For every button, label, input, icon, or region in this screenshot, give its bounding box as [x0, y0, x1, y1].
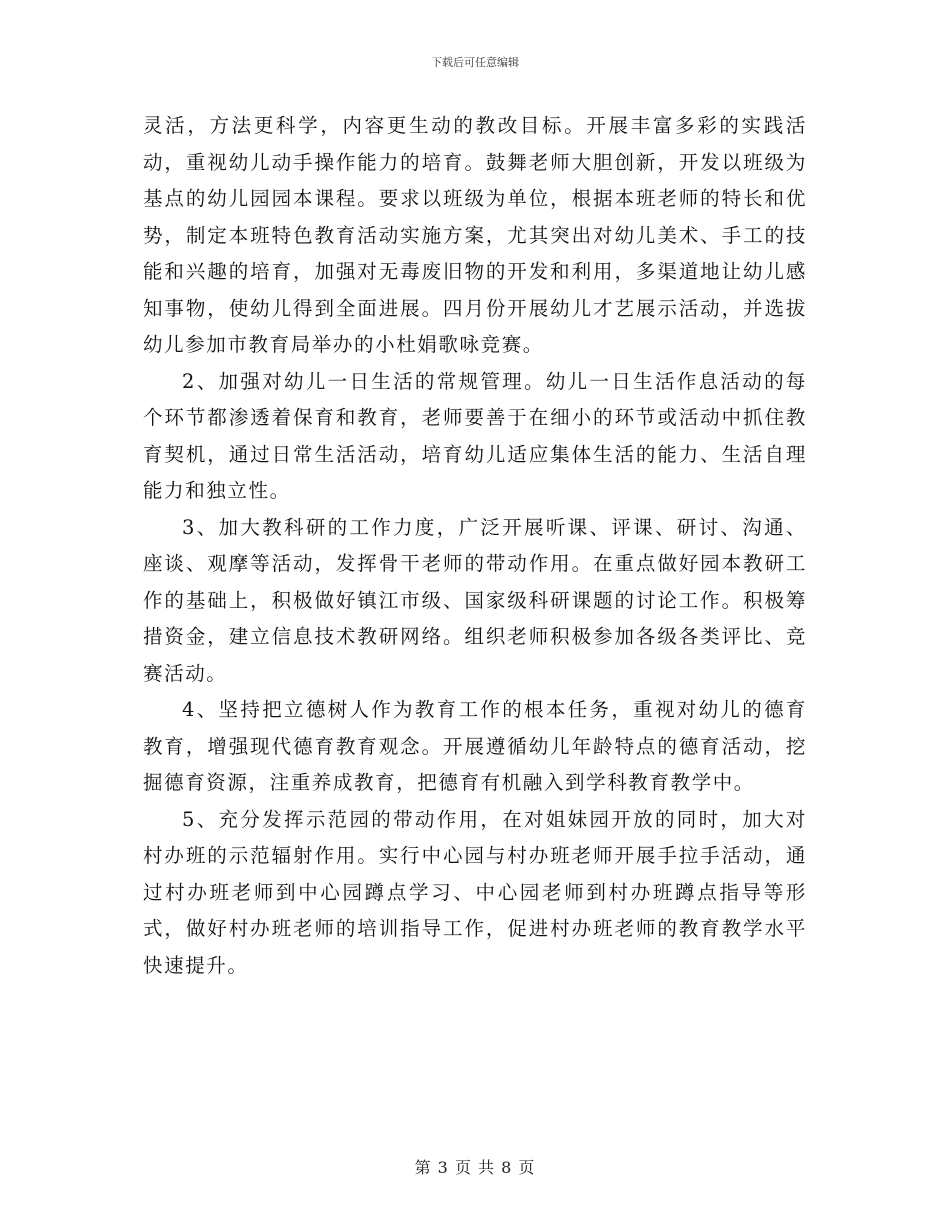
- paragraph-continuation: 灵活，方法更科学，内容更生动的教改目标。开展丰富多彩的实践活动，重视幼儿动手操作能力的培育。鼓舞老师大胆创新，开发以班级为基点的幼儿园园本课程。要求以班级为单位，根据本班老师的特长和优势，制定本班特色教育活动实施方案，尤其突出对幼儿美术、手工的技能和兴趣的培育，加强对无毒废旧物的开发和利用，多渠道地让幼儿感知事物，使幼儿得到全面进展。四月份开展幼儿才艺展示活动，并选拔幼儿参加市教育局举办的小杜娟歌咏竞赛。: [143, 114, 807, 356]
- paragraph-item-2: 2、加强对幼儿一日生活的常规管理。幼儿一日生活作息活动的每个环节都渗透着保育和教育，老师要善于在细小的环节或活动中抓住教育契机，通过日常生活活动，培育幼儿适应集体生活的能力、生活自理能力和独立性。: [143, 369, 807, 502]
- paragraph-item-5: 5、充分发挥示范园的带动作用，在对姐妹园开放的同时，加大对村办班的示范辐射作用。实行中心园与村办班老师开展手拉手活动，通过村办班老师到中心园蹲点学习、中心园老师到村办班蹲点指导等形式，做好村办班老师的培训指导工作，促进村办班老师的教育教学水平快速提升。: [143, 807, 807, 977]
- document-body: [143, 108, 807, 984]
- paragraph-item-4: 4、坚持把立德树人作为教育工作的根本任务，重视对幼儿的德育教育，增强现代德育教育观念。开展遵循幼儿年龄特点的德育活动，挖掘德育资源，注重养成教育，把德育有机融入到学科教育教学中。: [143, 698, 807, 794]
- page-number: 第 3 页 共 8 页: [414, 1158, 536, 1177]
- paragraph-item-3: 3、加大教科研的工作力度，广泛开展听课、评课、研讨、沟通、座谈、观摩等活动，发挥骨干老师的带动作用。在重点做好园本教研工作的基础上，积极做好镇江市级、国家级科研课题的讨论工作。积极筹措资金，建立信息技术教研网络。组织老师积极参加各级各类评比、竞赛活动。: [143, 515, 807, 685]
- header-note: 下载后可任意编辑: [431, 56, 519, 69]
